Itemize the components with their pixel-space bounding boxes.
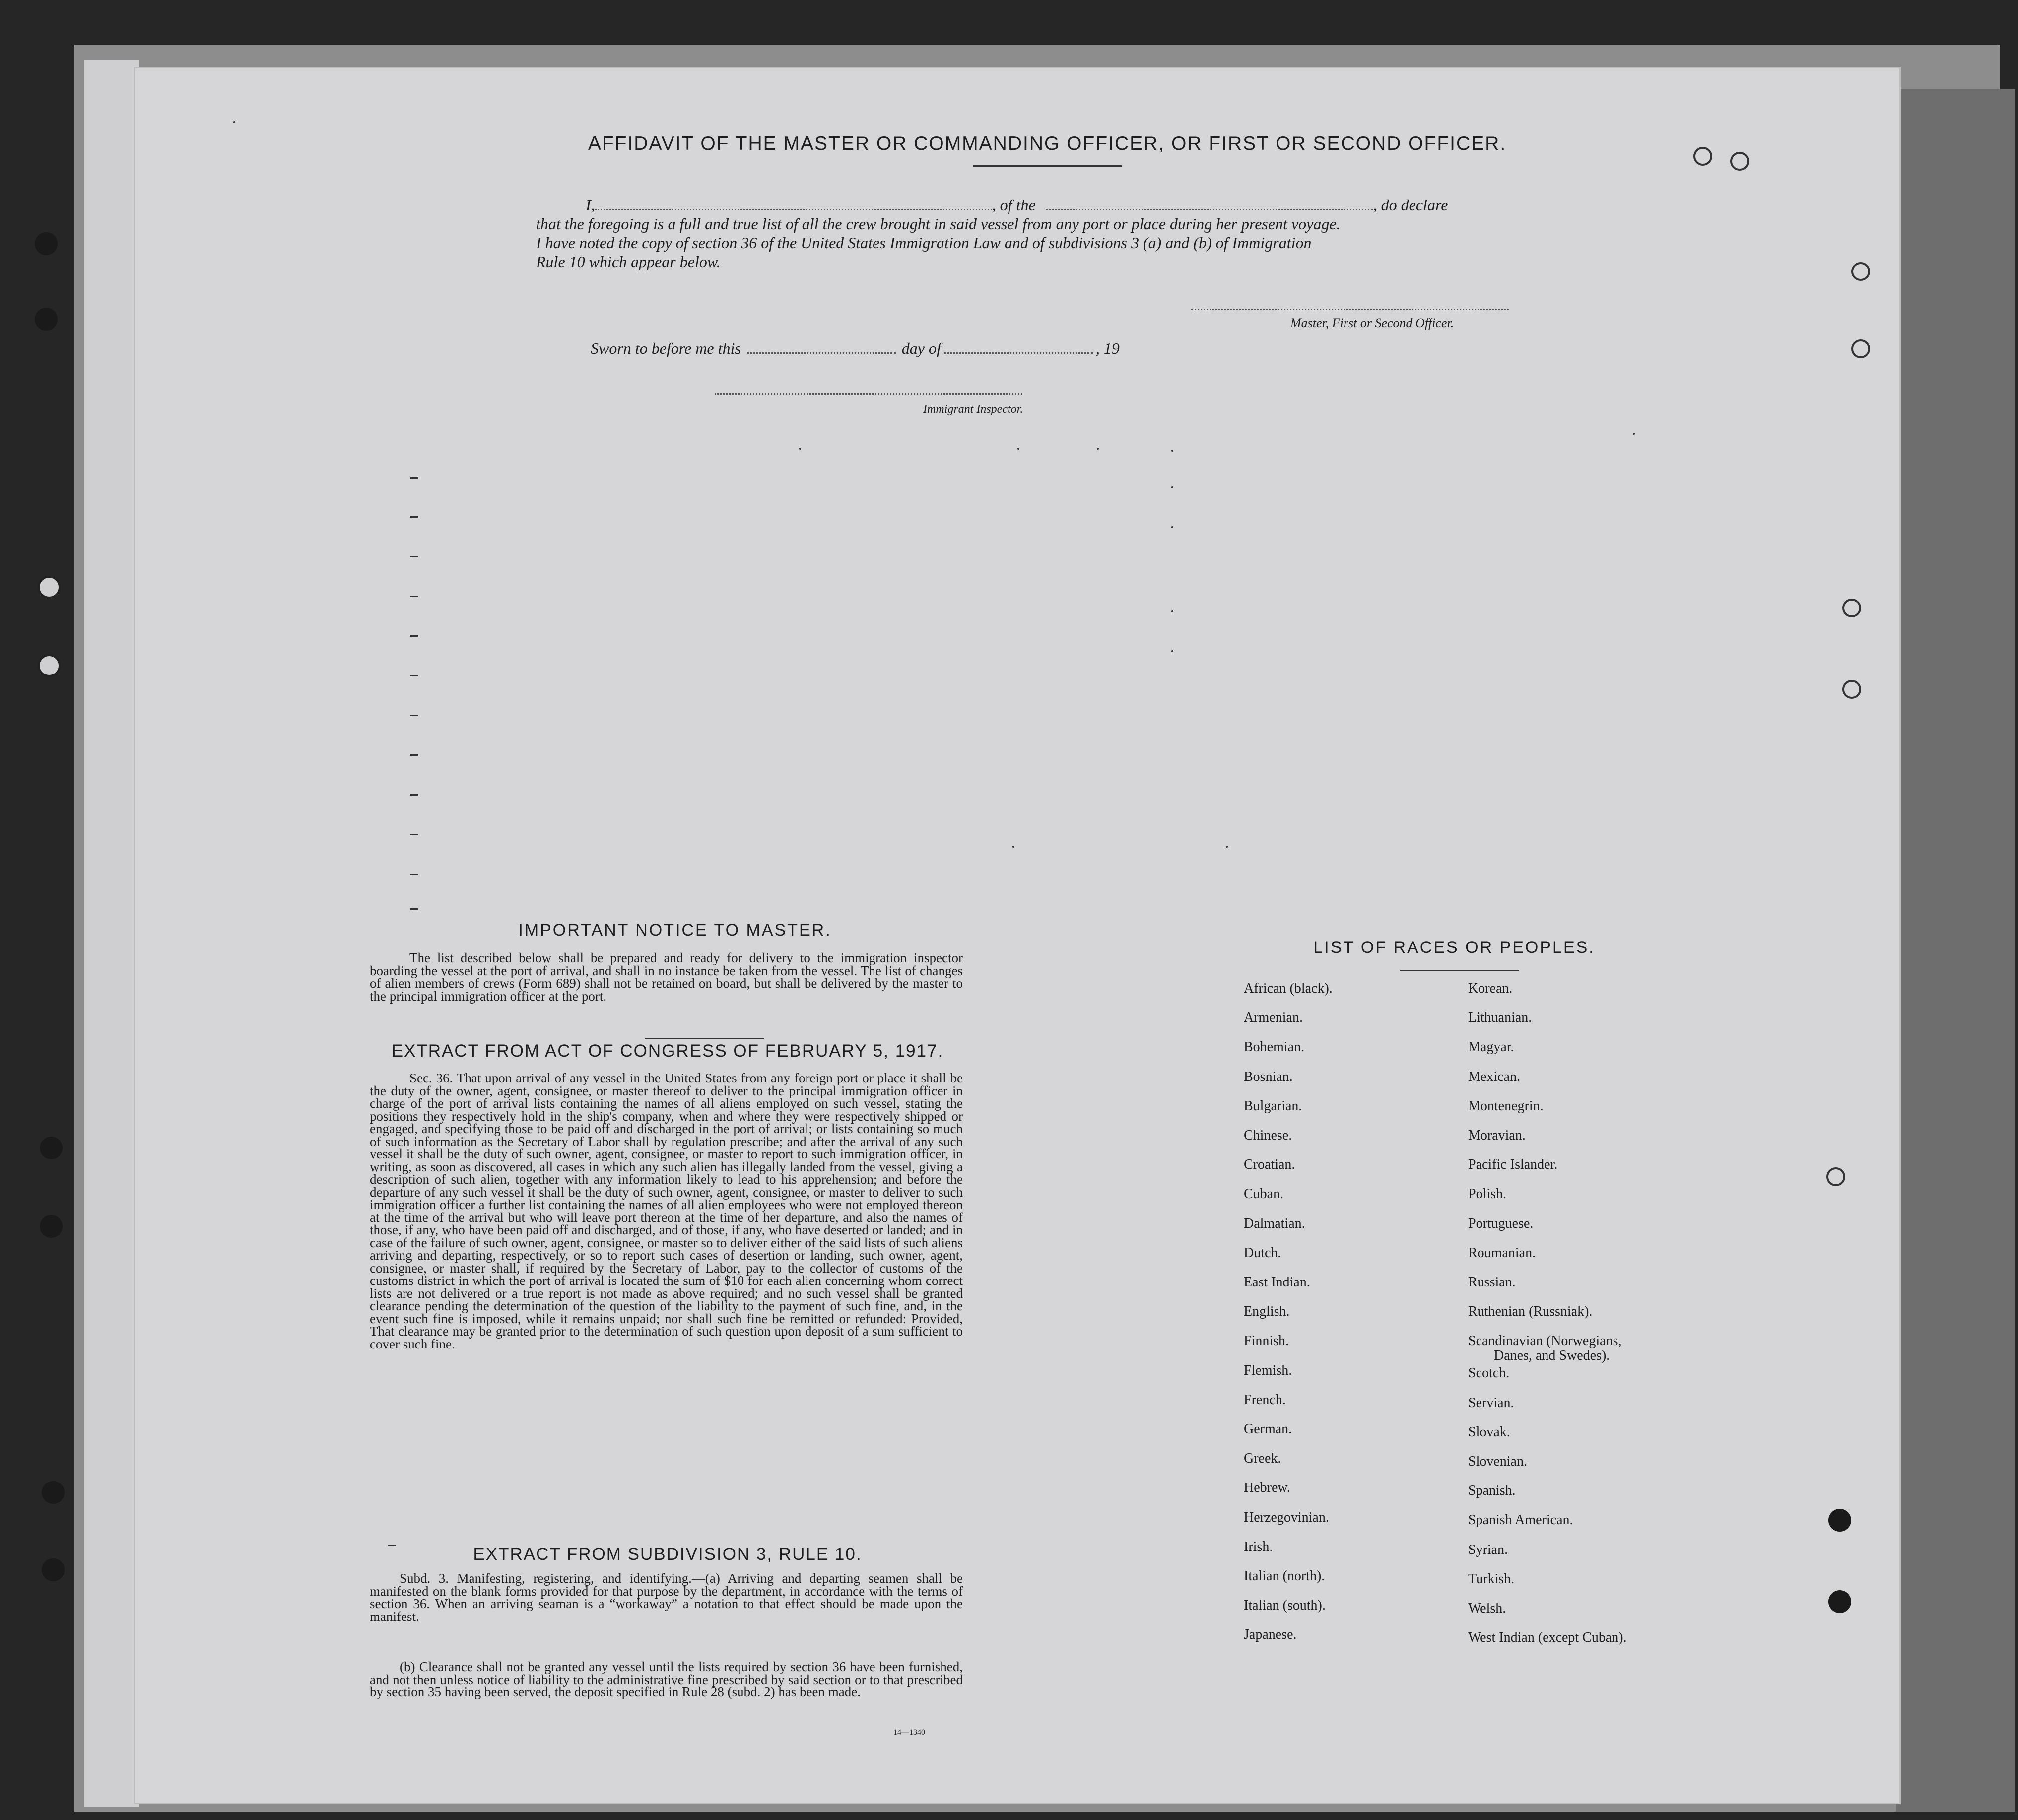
rule-text-b: (b) Clearance shall not be granted any vessel until the lists required by section 36 have been furnished, and not then unless notice of liability to the administrative fine prescribed by said section or to that prescribed by section 35 having been served, the deposit specified in Rule 28 (subd. 2) has been made. xyxy=(370,1659,963,1699)
year-label: , 19 xyxy=(1095,339,1120,357)
affidavit-line-4: Rule 10 which appear below. xyxy=(536,253,721,270)
act-text: Sec. 36. That upon arrival of any vessel in the United States from any foreign port or place it shall be the duty of the owner, agent, consignee, or master thereof to deliver to the principal immigration officer in charge of the port of arrival lists containing the names of all aliens employed on such vessel, stating the positions they respectively hold in the ship's company, when and where they were respectively shipped or engaged, and specifying those to be paid off and discharged in the port of arrival; or lists containing so much of such information as the Secretary of Labor shall by regulation prescribe; and after the arrival of any such vessel it shall be the duty of such owner, agent, consignee, or master to report to such immigration officer, in writing, as soon as discovered, all cases in which any such alien has illegally landed from the vessel, giving a description of such alien, together with any information likely to lead to his apprehension; and before the departure of any such vessel it shall be the duty of such owner, agent, consignee, or master to deliver to such immigration officer a further list containing the names of all alien employees who were not employed thereon at the time of the arrival but who will leave port thereon at the time of her departure, and also the names of those, if any, who have been paid off and discharged, and of those, if any, who have deserted or landed; and in case of the failure of such owner, agent, consignee, or master so to deliver either of the said lists of such aliens arriving and departing, respectively, or so to report such cases of desertion or landing, such owner, agent, consignee, or master shall, if required by the Secretary of Labor, pay to the collector of customs of the customs district in which the port of arrival is located the sum of $10 for each alien concerning whom correct lists are not delivered or a true report is not made as above required; and no such vessel shall be granted clearance pending the determination of the question of the liability to the payment of such fine, and, in the event such fine is imposed, while it remains unpaid; nor shall such fine be remitted or refunded: Provided, That clearance may be granted prior to the determination of such question upon deposit of a sum sufficient to cover such fine. xyxy=(370,1071,963,1351)
race-item: Turkish. xyxy=(1468,1571,1515,1587)
race-item: Spanish. xyxy=(1468,1483,1516,1499)
speck xyxy=(799,448,801,450)
affidavit-i-label: I, xyxy=(586,196,595,214)
binder-hole xyxy=(1730,152,1749,171)
day-blank[interactable] xyxy=(747,352,896,354)
race-item: Syrian. xyxy=(1468,1542,1508,1557)
race-item: Russian. xyxy=(1468,1275,1516,1290)
rule-text-a: Subd. 3. Manifesting, registering, and identifying.—(a) Arriving and departing seamen shall be manifested on the blank forms provided for that purpose by the department, in accordance with the terms of section 36. When an arriving seaman is a “workaway” a notation to that effect should be made upon the manifest. xyxy=(370,1571,963,1624)
speck xyxy=(1171,610,1173,612)
race-item: Italian (north). xyxy=(1244,1568,1325,1584)
left-page-edge xyxy=(84,60,139,1807)
race-item: Croatian. xyxy=(1244,1157,1295,1173)
binder-hole xyxy=(42,1481,65,1504)
notice-text: The list described below shall be prepared and ready for delivery to the immigration inspector boarding the vessel at the port of arrival, and shall in no instance be taken from the vessel. The list of changes of alien members of crews (Form 689) shall not be retained on board, but shall be delivered by the master to the principal immigration officer at the port. xyxy=(370,950,963,1004)
race-item: Irish. xyxy=(1244,1539,1273,1554)
row-dash xyxy=(410,874,418,875)
race-item: Herzegovinian. xyxy=(1244,1509,1329,1525)
speck xyxy=(1171,650,1173,652)
notice-heading: IMPORTANT NOTICE TO MASTER. xyxy=(518,921,832,940)
rule-heading: EXTRACT FROM SUBDIVISION 3, RULE 10. xyxy=(473,1545,862,1564)
speck xyxy=(1171,486,1173,488)
race-item: Roumanian. xyxy=(1468,1245,1536,1261)
binder-hole xyxy=(1693,147,1712,166)
race-item: Mexican. xyxy=(1468,1069,1520,1084)
row-dash xyxy=(410,596,418,597)
of-the-label: , of the xyxy=(992,196,1036,214)
race-item: Bohemian. xyxy=(1244,1039,1305,1055)
binder-hole xyxy=(1826,1167,1845,1186)
affidavit-line-3: I have noted the copy of section 36 of the United States Immigration Law and of subdivisions 3 (a) and (b) of Immigration xyxy=(536,234,1312,252)
speck xyxy=(1633,433,1635,435)
day-of-label: day of xyxy=(901,339,941,357)
act-heading: EXTRACT FROM ACT OF CONGRESS OF FEBRUARY 5, 1917. xyxy=(391,1041,944,1061)
affidavit-line-2: that the foregoing is a full and true list of all the crew brought in said vessel from any port or place during her present voyage. xyxy=(536,215,1341,233)
race-item: German. xyxy=(1244,1421,1292,1437)
race-item: Slovenian. xyxy=(1468,1454,1527,1469)
inspector-label: Immigrant Inspector. xyxy=(923,403,1023,416)
race-item: English. xyxy=(1244,1304,1290,1320)
race-item: Dalmatian. xyxy=(1244,1215,1305,1231)
races-heading: LIST OF RACES OR PEOPLES. xyxy=(1313,938,1595,957)
race-item: Lithuanian. xyxy=(1468,1010,1532,1026)
row-dash xyxy=(410,715,418,716)
speck xyxy=(233,121,235,123)
binder-hole xyxy=(1828,1509,1851,1532)
binder-hole xyxy=(1851,262,1870,281)
row-dash xyxy=(410,834,418,835)
race-item: Spanish American. xyxy=(1468,1512,1573,1528)
race-item: Portuguese. xyxy=(1468,1215,1534,1231)
race-item: Italian (south). xyxy=(1244,1598,1326,1614)
race-item: Cuban. xyxy=(1244,1186,1284,1202)
sworn-prefix: Sworn to before me this xyxy=(591,339,741,357)
name-blank[interactable] xyxy=(595,209,992,210)
race-item: Bosnian. xyxy=(1244,1069,1293,1084)
binder-hole xyxy=(38,576,61,599)
speck xyxy=(1017,448,1019,450)
signature-label: Master, First or Second Officer. xyxy=(1290,316,1454,330)
race-item: Welsh. xyxy=(1468,1601,1506,1616)
binder-hole xyxy=(1851,339,1870,358)
race-item: Bulgarian. xyxy=(1244,1098,1302,1114)
row-dash xyxy=(410,477,418,479)
affidavit-declaration-line xyxy=(536,196,1529,214)
race-item: Servian. xyxy=(1468,1395,1514,1411)
race-item: French. xyxy=(1244,1392,1286,1408)
notice-rule xyxy=(645,1038,764,1039)
speck xyxy=(1171,450,1173,452)
month-blank[interactable] xyxy=(944,352,1093,354)
races-rule xyxy=(1400,970,1519,971)
race-item: East Indian. xyxy=(1244,1275,1310,1290)
binder-hole xyxy=(35,232,58,255)
title-rule xyxy=(973,165,1122,167)
binder-hole xyxy=(1842,680,1861,699)
row-dash xyxy=(410,556,418,557)
race-item: Ruthenian (Russniak). xyxy=(1468,1304,1593,1320)
race-item: Greek. xyxy=(1244,1451,1281,1467)
speck xyxy=(1097,448,1099,450)
race-item: Magyar. xyxy=(1468,1039,1514,1055)
speck xyxy=(1012,846,1014,848)
row-dash xyxy=(410,675,418,676)
race-item: Dutch. xyxy=(1244,1245,1281,1261)
row-dash xyxy=(410,754,418,756)
underlying-sheet-edge xyxy=(1896,89,2015,1812)
race-item: Hebrew. xyxy=(1244,1480,1290,1496)
speck xyxy=(1226,846,1228,848)
binder-hole xyxy=(38,654,61,677)
race-item: Slovak. xyxy=(1468,1424,1510,1440)
race-item: Finnish. xyxy=(1244,1333,1289,1349)
race-item: West Indian (except Cuban). xyxy=(1468,1630,1627,1646)
signature-line[interactable] xyxy=(1191,309,1509,310)
inspector-signature-line[interactable] xyxy=(715,393,1022,395)
race-item: Montenegrin. xyxy=(1468,1098,1544,1114)
race-item: Scotch. xyxy=(1468,1365,1510,1381)
row-dash xyxy=(410,635,418,637)
binder-hole xyxy=(40,1215,63,1238)
race-item: Flemish. xyxy=(1244,1362,1292,1378)
race-item: Pacific Islander. xyxy=(1468,1157,1558,1173)
binder-hole xyxy=(1828,1590,1851,1613)
race-item: Chinese. xyxy=(1244,1128,1292,1143)
form-number: 14—1340 xyxy=(893,1728,925,1737)
race-item: Armenian. xyxy=(1244,1010,1303,1026)
race-item: Japanese. xyxy=(1244,1627,1297,1643)
race-item: Scandinavian (Norwegians, xyxy=(1468,1333,1622,1349)
affidavit-title: AFFIDAVIT OF THE MASTER OR COMMANDING OFFICER, OR FIRST OR SECOND OFFICER. xyxy=(588,133,1507,154)
binder-hole xyxy=(40,1137,63,1159)
row-dash xyxy=(410,908,418,910)
race-item: Danes, and Swedes). xyxy=(1494,1348,1610,1364)
binder-hole xyxy=(1842,599,1861,617)
vessel-blank[interactable] xyxy=(1046,209,1373,210)
binder-hole xyxy=(35,308,58,331)
row-dash xyxy=(410,516,418,518)
race-item: Korean. xyxy=(1468,981,1513,996)
binder-hole xyxy=(42,1558,65,1581)
race-item: Polish. xyxy=(1468,1186,1507,1202)
do-declare-label: , do declare xyxy=(1373,196,1448,214)
race-item: African (black). xyxy=(1244,981,1333,996)
sworn-line xyxy=(591,339,1120,358)
row-dash xyxy=(410,794,418,796)
speck xyxy=(1171,526,1173,528)
race-item: Moravian. xyxy=(1468,1128,1526,1143)
